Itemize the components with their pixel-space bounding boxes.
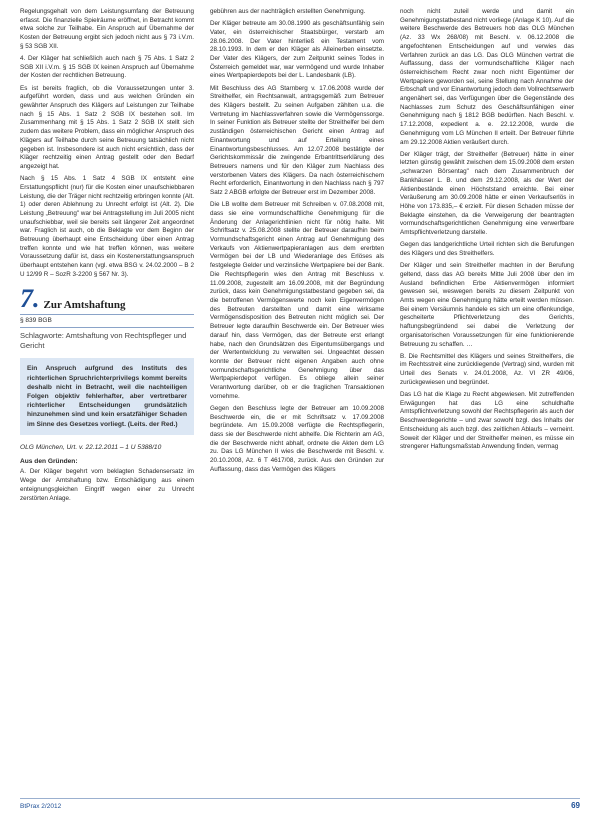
keywords: Schlagworte: Amtshaftung von Rechtspfleger und Gericht [20,331,187,351]
paragraph: B. Die Rechtsmittel des Klägers und seines Streithelfers, die im Rechtsstreit eine zurückliegende (Vertrag) sind, wurden mit Urteil des Senats v. 24.01.2008, Az. VI ZR 49/06, zurückgewiesen und begründet. [400,352,574,386]
paragraph: Nach § 15 Abs. 1 Satz 4 SGB IX entsteht eine Erstattungspflicht (nur) für die Kosten einer unaufschiebbaren Leistung, die der Träger nicht rechtzeitig erbringen konnte (Alt. 1) oder deren Ablehnung zu Unrecht erfolgt ist (Alt. 2). Die Leistung „Betreuung" war bei Antragstellung im Juli 2005 nicht unaufschiebbar, weil sie bereits seit längerer Zeit angeordnet war. Fraglich ist auch, ob die Beklagte vor dem Beginn der Betreuung überhaupt eine Entscheidung über einen Antrag treffen konnte und wie hat treffen können, was weitere Voraussetzung dafür ist, dass ein Kostenerstattungsanspruch überhaupt entstehen kann (vgl. etwa BSG v. 24.02.2000 – B 2 U 12/99 R – SozR 3-2200 § 567 Nr. 3). [20,175,194,278]
page-number: 69 [571,801,580,810]
grounds-label: Aus den Gründen: [20,457,78,465]
paragraph: gebühren aus der nachträglich erstellten Genehmigung. [210,8,366,15]
footer-divider [20,798,580,799]
paragraph: Die LB wollte dem Betreuer mit Schreiben v. 07.08.2008 mit, dass sie eine vormundschaftliche Genehmigung für die Änderung der Anlagerichtlinien nicht für nötig halte. Mit Schriftsatz v. 25.08.2008 stellte der Betreuer daraufhin beim Vormundschaftsgericht einen Antrag auf Genehmigung des Verkaufs von Aktienwertpapieranlagen aus dem ererbten Vermögen bei der LB und Wiederanlage des Erlöses als festgelegte Gelder und verzinsliche Wertpapiere bei der Bank. Die Rechtspflegerin wies den Antrag mit Beschluss v. 11.09.2008, zugestellt am 16.09.2008, mit der Begründung zurück, dass kein Genehmigungstatbestand gegeben sei, da die betroffenen Vermögenswerte noch kein Eigenvermögen des Betreuten darstellten und damit eine wirksame Vermögensdisposition des Betreuten nicht möglich sei. Der Betreuer legte daraufhin Beschwerde ein. Der Betreuer wies darauf hin, dass Vermögen, das der Betreute erst erlangt habe, nach den Grundsätzen des Eigentumsübergangs und der Wertentwicklung zu verwalten sei. Ungeachtet dessen konnte der Betreuer nicht eigenen Angaben auch ohne vormundschaftsgerichtliche Genehmigung über das Wertpapierdepot verfügen. Es obliege allein seiner Verantwortung darüber, ob er die fraglichen Transaktionen vornehme. [210,201,384,400]
column-middle [210,8,384,478]
law-reference: § 839 BGB [20,314,194,329]
paragraph: Gegen den Beschluss legte der Betreuer am 10.09.2008 Beschwerde ein, die er mit Schriftsatz v. 17.09.2008 begründete. Am 15.09.2008 verfügte die Rechtspflegerin, dass sie der Beschwerde nicht abhelfe. Die Richterin am AG, die der Beschwerde nicht abhalf, ordnete die Akten dem LG zu. Das LG München II wies die Beschwerde mit Beschl. v. 20.10.2008, Az. 6 T 4617/08, zurück. Aus den Gründen zur Auffassung, dass das Vermögen des Klägers [210,404,384,473]
paragraph: 4. Der Kläger hat schließlich auch nach § 75 Abs. 1 Satz 2 SGB XII i.V.m. § 15 SGB IX keinen Anspruch auf Übernahme der Kosten der rechtlichen Betreuung. [20,55,194,80]
column-left [20,8,194,507]
court-citation: OLG München, Urt. v. 22.12.2011 – 1 U 5388/10 [20,443,162,451]
paragraph: Mit Beschluss des AG Starnberg v. 17.06.2008 wurde der Streithelfer, ein Rechtsanwalt, antragsgemäß zum Betreuer des Klägers bestellt. Zu seinen Aufgaben zählten u.a. die Vertretung im Nachlassverfahren sowie die Vermögenssorge. In seiner Funktion als Betreuer stellte der Streithelfer bei dem zuständigen österreichischen Gericht einen Antrag auf Einantwortung und auf Erteilung eines Einantwortungsbeschlusses. Am 12.07.2008 bestätigte der Gerichtskommissär die zwingende Erbantrittserklärung des Betreuers namens und für den Kläger zum Nachlass des verstorbenen Vaters des Klägers. Da nach österreichischem Recht erforderlich, Einantwortung in den Nachlass nach § 797 Satz 2 ABGB erfolgte der Betreuer erst im Dezember 2008. [210,84,384,197]
section-number: 7. [20,283,40,313]
paragraph: Das LG hat die Klage zu Recht abgewiesen. Mit zutreffenden Erwägungen hat das LG eine schuldhafte Amtspflichtverletzung sowohl der Rechtspflegerin als auch der Beschwerdegerichte – und zwar sowohl bzgl. des Inhalts der Entscheidung als auch bzgl. des zeitlichen Ablaufs – verneint. Soweit der Kläger und der Streithelfer meinen, es müsse ein strengerer Haftungsmaßstab Anwendung finden, vermag [400,391,574,451]
paragraph: Regelungsgehalt von dem Leistungsumfang der Betreuung erfasst. Die finanzielle Spielräume eröffnet, in Betracht kommt etwa solche zur Teilhabe. Ein Anspruch auf Übernahme der Kosten der Betreuung ergibt sich jedoch nicht aus § 73 i.V.m. § 53 SGB XII. [20,8,194,50]
paragraph: noch nicht zuteil werde und damit ein Genehmigungstatbestand nicht vorliege (Anlage K 10). Auf die weitere Beschwerde des Betreuers hob das OLG München (Az. 33 Wx 268/08) mit Beschl. v. 06.12.2008 die angefochtenen Entscheidungen auf und verwies das Verfahren zurück an das LG. Das OLG München vertrat die Auffassung, dass der vormundschaftliche Kläger nach österreichischem Recht zwar noch nicht Eigentümer der Wertpapiere geworden sei, seine Stellung nach Annahme der Erbschaft und vor Einantwortung jedoch dem Vollrechtserwerb angenähert sei, das Verfügungen über die Gegenstände des Nachlasses zum Schutz des Geschäftsunfähigen einer Genehmigung nach § 1812 BGB bedürften. Nach Beschl. v. 17.12.2008, expedient a. e. 22.12.2008, wurde die Genehmigung vom LG München II erteilt. Der Betreuer führte am 29.12.2008 Aktien veräußert durch. [400,8,574,146]
paragraph: A. Der Kläger begehrt vom beklagten Schadensersatz im Wege der Amtshaftung bzw. Entschädigung aus einem enteignungsgleichen Eingriff wegen einer zu Unrecht zerstörten Anlage. [20,468,194,502]
paragraph: Gegen das landgerichtliche Urteil richten sich die Berufungen des Klägers und des Streithelfers. [400,241,574,257]
paragraph: Der Kläger betreute am 30.08.1990 als geschäftsunfähig sein Vater, ein österreichischer Staatsbürger, verstarb am 28.06.2008. Der Vater hinterließ ein Testament vom 28.10.1993. In dem er den Kläger als Alleinerben einsetzte. Der Vater des Klägers, der zum Zeitpunkt seines Todes in Österreich gemeldet war, war vermögend und wurde Inhaber eines Wertpapierdepots bei der L. Landesbank (LB). [210,20,384,80]
column-right [400,8,574,455]
headnote-box: Ein Anspruch aufgrund des Instituts des richterlichen Spruchrichterprivilegs kommt bereits deshalb nicht in Betracht, weil die nachteiligen Folgen objektiv fehlerhafter, aber vertretbarer richterlicher Entscheidungen grundsätzlich hinzunehmen sind und kein ersatzfähiger Schaden im Sinne des Gesetzes vorliegt. (Leits. der Red.) [20,358,194,434]
paragraph: Der Kläger trägt, der Streithelfer (Betreuer) hätte in einer letzten günstig gewählt zwischen dem 15.09.2008 dem ersten „schwarzen Börsentag" nach dem Zusammenbruch der Bankhäuser L. B. und dem 29.12.2008, als der Wert der Aktienbestände einen Höchststand erreichte. Bei einer Veräußerung am 30.09.2008 hätte er einen Verkaufserlös in Höhe von 173.835,– € erzielt. Für diesen Schaden müsse der Beklagte einstehen, da die Verweigerung der beantragten vormundschaftsgerichtlichen Genehmigung eine verwerfbare Amtspflichtverletzung darstelle. [400,150,574,237]
footer-journal: BtPrax 2/2012 [20,803,62,810]
section-heading [20,283,194,313]
section-title: Zur Amtshaftung [43,298,126,311]
paragraph: Es ist bereits fraglich, ob die Voraussetzungen unter 3. aufgeführt worden, dass und aus welchen Gründen ein gewährter Anspruch des Klägers auf Leistungen zur Teilhabe nach § 15 Abs. 1 Satz 2 SGB IX bestehen soll. Im Zusammenhang mit § 15 Abs. 1 Satz 2 SGB IX stellt sich zudem das weitere Problem, dass ein möglicher Anspruch des Klägers auf Teilhabe durch seine Betreuung tatsächlich nicht gegeben ist. Insbesondere ist auch nicht ersichtlich, dass der Kläger rechtzeitig einen Antrag gestellt oder den Bedarf angezeigt hat. [20,84,194,170]
paragraph: Der Kläger und sein Streithelfer machten in der Berufung geltend, dass das AG bereits Mitte Juli 2008 über den im Ausland befindlichen Erbe Aktienvermögen informiert gewesen sei, weswegen bereits zu diesem Zeitpunkt von Amts wegen eine Genehmigung hätte erteilt werden müssen. Bei einem Versäumnis handele es sich um eine offenkundige, gescheiterte Pflichtverletzung des Gerichts, haftungsbegründend sei dabei die Verletzung der organisatorischen Voraussetzungen für eine funktionierende Betreuung zu schaffen. … [400,262,574,348]
